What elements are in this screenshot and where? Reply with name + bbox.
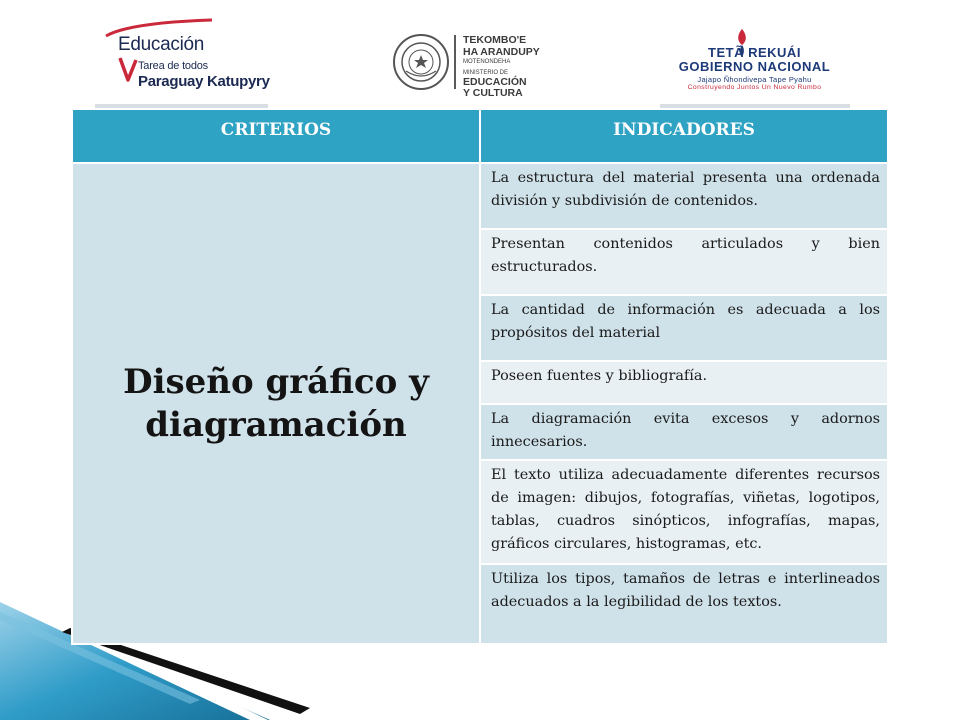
educacion-title: Educación bbox=[118, 34, 205, 55]
gobierno-row-4: Construyendo Juntos Un Nuevo Rumbo bbox=[687, 84, 822, 91]
indicador-cell: La estructura del material presenta una ordenada división y subdivisión de contenidos. bbox=[480, 163, 888, 229]
indicador-cell: La diagramación evita excesos y adornos innecesarios. bbox=[480, 404, 888, 460]
ministerio-line-5: EDUCACIÓN bbox=[463, 76, 527, 88]
gobierno-row-1: TETÃ REKUÁI bbox=[708, 45, 801, 60]
ministerio-line-2: HA ARANDUPY bbox=[463, 46, 540, 58]
ministerio-line-3: MOTENONDEHA bbox=[463, 59, 511, 65]
criteria-table bbox=[71, 108, 889, 645]
indicador-cell: Presentan contenidos articulados y bien estructurados. bbox=[480, 229, 888, 295]
header-criterios: CRITERIOS bbox=[72, 109, 480, 163]
ministerio-line-1: TEKOMBO'E bbox=[463, 34, 527, 46]
logo-gobierno bbox=[672, 28, 837, 94]
ministerio-line-4: MINISTERIO DE bbox=[463, 70, 509, 76]
criterio-cell bbox=[72, 163, 480, 644]
ministerio-divider bbox=[454, 35, 456, 89]
indicador-cell: La cantidad de información es adecuada a los propósitos del material bbox=[480, 295, 888, 361]
logo-ministerio bbox=[392, 33, 552, 99]
table-row bbox=[72, 163, 888, 229]
indicador-cell: Utiliza los tipos, tamaños de letras e interlineados adecuados a la legibilidad de los textos. bbox=[480, 564, 888, 644]
header-indicadores: INDICADORES bbox=[480, 109, 888, 163]
ministerio-line-6: Y CULTURA bbox=[463, 87, 523, 99]
indicador-cell: Poseen fuentes y bibliografía. bbox=[480, 361, 888, 404]
logo-educacion bbox=[100, 18, 275, 98]
educacion-country: Paraguay Katupyry bbox=[138, 73, 270, 90]
national-seal-icon bbox=[392, 33, 450, 91]
gobierno-row-2: GOBIERNO NACIONAL bbox=[678, 59, 831, 74]
indicador-cell: El texto utiliza adecuadamente diferentes recursos de imagen: dibujos, fotografías, viñetas, logotipos, tablas, cuadros sinópticos, infografías, mapas, gráficos circulares, histogramas, etc. bbox=[480, 460, 888, 564]
educacion-tagline: Tarea de todos bbox=[138, 60, 208, 72]
gobierno-row-3: Jajapo Ñhondivepa Tape Pyahu bbox=[697, 75, 812, 84]
criterio-title: Diseño gráfico y diagramación bbox=[123, 361, 429, 445]
table-header-row bbox=[72, 109, 888, 163]
